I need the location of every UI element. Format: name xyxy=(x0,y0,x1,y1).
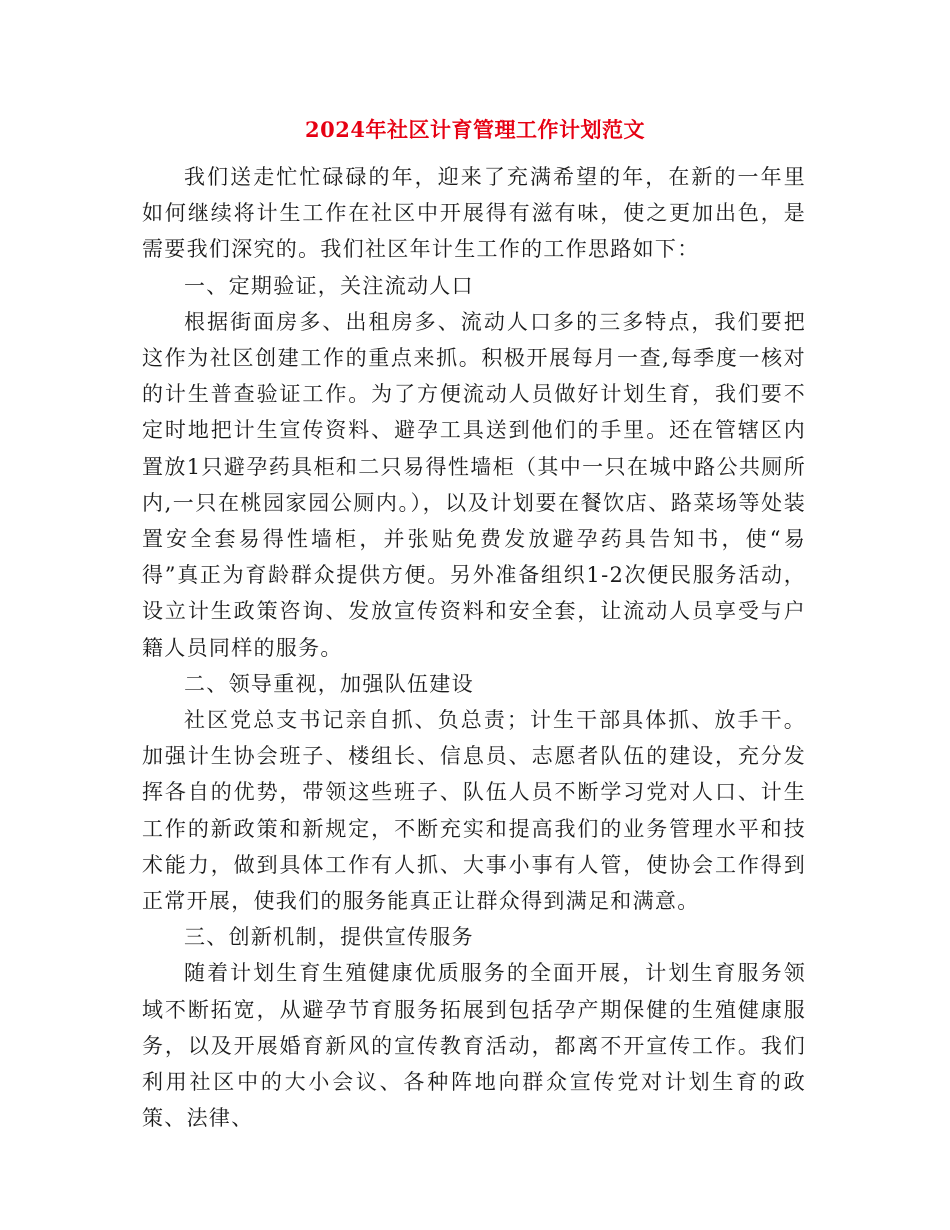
section-heading-3: 三、创新机制，提供宣传服务 xyxy=(184,925,474,950)
document-body xyxy=(142,159,806,1136)
section-paragraph-2: 社区党总支书记亲自抓、负总责；计生干部具体抓、放手干。加强计生协会班子、楼组长、信息员、志愿者队伍的建设，充分发挥各自的优势，带领这些班子、队伍人员不断学习党对人口、计生工作的新政策和新规定，不断充实和提高我们的业务管理水平和技术能力，做到具体工作有人抓、大事小事有人管，使协会工作得到正常开展，使我们的服务能真正让群众得到满足和满意。 xyxy=(142,708,806,914)
section-heading-1: 一、定期验证，关注流动人口 xyxy=(184,273,474,298)
section-paragraph-3: 随着计划生育生殖健康优质服务的全面开展，计划生育服务领域不断拓宽，从避孕节育服务拓展到包括孕产期保健的生殖健康服务，以及开展婚育新风的宣传教育活动，都离不开宣传工作。我们利用社区中的大小会议、各种阵地向群众宣传党对计划生育的政策、法律、 xyxy=(142,961,806,1131)
section-paragraph-1: 根据街面房多、出租房多、流动人口多的三多特点，我们要把这作为社区创建工作的重点来抓。积极开展每月一查,每季度一核对的计生普查验证工作。为了方便流动人员做好计划生育，我们要不定时地把计生宣传资料、避孕工具送到他们的手里。还在管辖区内置放1只避孕药具柜和二只易得性墙柜（其中一只在城中路公共厕所内,一只在桃园家园公厕内。），以及计划要在餐饮店、路菜场等处装置安全套易得性墙柜，并张贴免费发放避孕药具告知书，使“易得”真正为育龄群众提供方便。另外准备组织1-2次便民服务活动，设立计生政策咨询、发放宣传资料和安全套，让流动人员享受与户籍人员同样的服务。 xyxy=(142,309,806,660)
section-heading-2: 二、领导重视，加强队伍建设 xyxy=(184,671,474,696)
intro-paragraph: 我们送走忙忙碌碌的年，迎来了充满希望的年，在新的一年里如何继续将计生工作在社区中开展得有滋有味，使之更加出色，是需要我们深究的。我们社区年计生工作的工作思路如下： xyxy=(142,165,806,262)
document-title: 2024年社区计育管理工作计划范文 xyxy=(305,117,645,142)
